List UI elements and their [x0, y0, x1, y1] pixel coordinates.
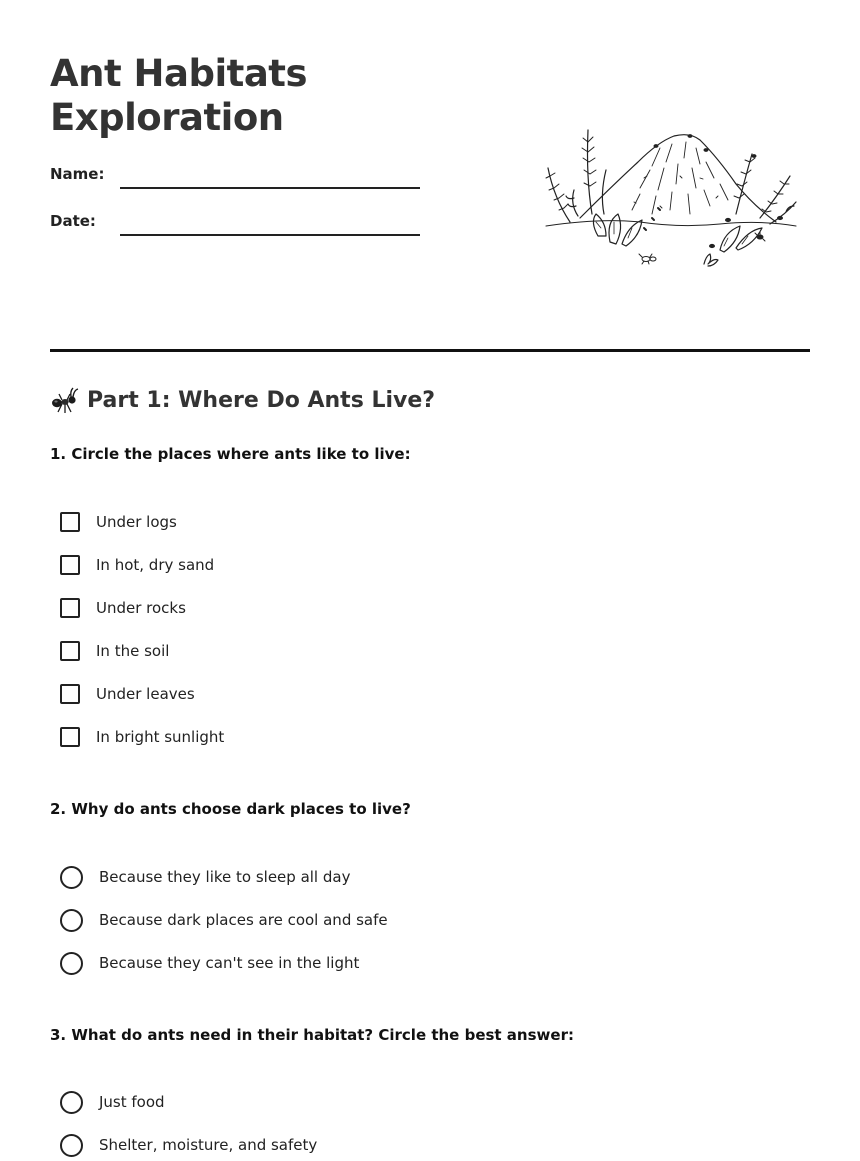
option-label: Just food [99, 1093, 165, 1111]
radio-button[interactable] [60, 909, 83, 932]
section-heading-part-1 [50, 386, 435, 414]
option-label: Under logs [96, 513, 177, 531]
checkbox-option[interactable] [60, 596, 186, 620]
section-heading-text: Part 1: Where Do Ants Live? [87, 387, 436, 413]
radio-button[interactable] [60, 952, 83, 975]
checkbox-option[interactable] [60, 510, 177, 534]
radio-button[interactable] [60, 1134, 83, 1157]
option-label: Because dark places are cool and safe [99, 911, 388, 929]
option-label: Because they like to sleep all day [99, 868, 351, 886]
question-2-prompt: 2. Why do ants choose dark places to live? [50, 800, 411, 818]
radio-option[interactable] [60, 908, 388, 932]
checkbox[interactable] [60, 512, 80, 532]
checkbox-option[interactable] [60, 725, 224, 749]
checkbox-option[interactable] [60, 682, 195, 706]
radio-option[interactable] [60, 951, 359, 975]
name-field[interactable] [120, 187, 420, 189]
option-label: In hot, dry sand [96, 556, 215, 574]
date-label: Date: [50, 212, 96, 230]
page-title [50, 52, 307, 140]
question-1-prompt: 1. Circle the places where ants like to live: [50, 445, 411, 463]
option-label: Because they can't see in the light [99, 954, 360, 972]
checkbox[interactable] [60, 555, 80, 575]
anthill-illustration [540, 118, 802, 270]
name-label: Name: [50, 165, 105, 183]
option-label: In bright sunlight [96, 728, 225, 746]
checkbox-option[interactable] [60, 553, 214, 577]
radio-button[interactable] [60, 866, 83, 889]
radio-button[interactable] [60, 1091, 83, 1114]
radio-option[interactable] [60, 865, 350, 889]
option-label: In the soil [96, 642, 170, 660]
ant-icon [50, 386, 80, 414]
option-label: Under rocks [96, 599, 186, 617]
page-title-line-2: Exploration [50, 96, 284, 139]
checkbox[interactable] [60, 727, 80, 747]
checkbox-option[interactable] [60, 639, 169, 663]
date-field[interactable] [120, 234, 420, 236]
radio-option[interactable] [60, 1133, 317, 1157]
option-label: Under leaves [96, 685, 195, 703]
checkbox[interactable] [60, 684, 80, 704]
radio-option[interactable] [60, 1090, 165, 1114]
option-label: Shelter, moisture, and safety [99, 1136, 318, 1154]
question-3-prompt: 3. What do ants need in their habitat? Circle the best answer: [50, 1026, 574, 1044]
checkbox[interactable] [60, 641, 80, 661]
section-divider [50, 349, 810, 352]
page-title-line-1: Ant Habitats [50, 52, 308, 95]
checkbox[interactable] [60, 598, 80, 618]
